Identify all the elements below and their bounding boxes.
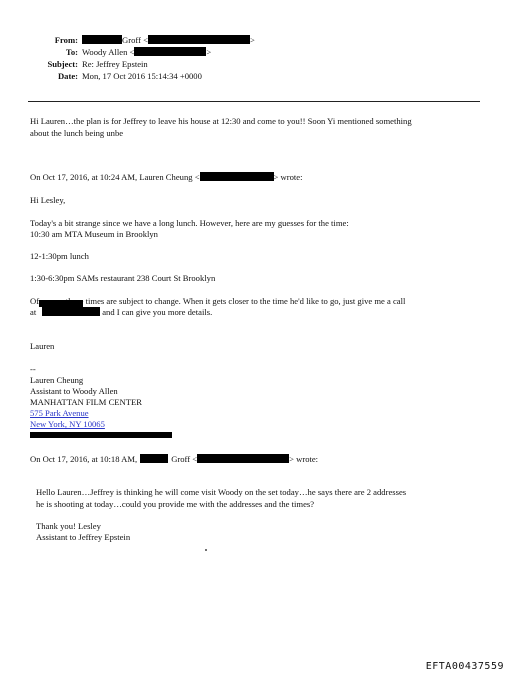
to-close: >: [206, 47, 212, 57]
quote1-item3: 1:30-6:30pm SAMs restaurant 238 Court St Brooklyn: [30, 273, 216, 283]
signature-dash: --: [30, 364, 36, 374]
quote1-intro: [30, 172, 303, 183]
quote2-intro-start: On Oct 17, 2016, at 10:18 AM,: [30, 454, 138, 464]
quote1-signoff: Lauren: [30, 341, 55, 351]
date-label: Date:: [57, 71, 78, 81]
scan-speck: [205, 549, 207, 551]
redaction-box: [140, 454, 168, 463]
subject-value: Re: Jeffrey Epstein: [82, 59, 148, 69]
quote1-para1-line1: Today's a bit strange since we have a long lunch. However, here are my guesses for the time:: [30, 218, 349, 228]
date-value: Mon, 17 Oct 2016 15:14:34 +0000: [82, 71, 202, 81]
to-label: To:: [65, 47, 78, 57]
redaction-box: [82, 35, 122, 44]
redaction-box: [200, 172, 274, 181]
signature-title: Assistant to Woody Allen: [30, 386, 118, 396]
message1-line1: Hi Lauren…the plan is for Jeffrey to leave his house at 12:30 and come to you!! Soon Yi mentioned something: [30, 116, 412, 126]
obscured-text: [39, 296, 83, 307]
address-link-street[interactable]: 575 Park Avenue: [30, 408, 89, 418]
quote2-line1: Hello Lauren…Jeffrey is thinking he will come visit Woody on the set today…he says there are 2 addresses: [36, 487, 407, 497]
quote1-para-last-rest: times are subject to change. When it gets closer to the time he'd like to go, just give me a call: [83, 296, 406, 306]
subject-label: Subject:: [47, 59, 78, 69]
quote1-para-last2-end: and I can give you more details.: [102, 307, 213, 317]
quote2-sig-title: Assistant to Jeffrey Epstein: [36, 532, 131, 542]
from-name: Groff <: [122, 35, 148, 45]
message1-line2: about the lunch being unbe: [30, 128, 124, 138]
address-link-city[interactable]: New York, NY 10065: [30, 419, 105, 429]
quote2-intro: [30, 454, 318, 465]
redaction-box: [39, 300, 83, 307]
header-to: [0, 47, 211, 58]
from-label: From:: [54, 35, 78, 45]
redaction-box: [42, 307, 100, 316]
header-subject: [0, 59, 148, 70]
from-close: >: [249, 35, 255, 45]
quote1-intro-end: > wrote:: [273, 172, 303, 182]
quote2-line2: he is shooting at today…could you provide me with the addresses and the times?: [36, 499, 315, 509]
quote2-intro-end: > wrote:: [289, 454, 319, 464]
signature-name: Lauren Cheung: [30, 375, 84, 385]
quote1-para-last-line2: [30, 307, 212, 318]
quote1-intro-start: On Oct 17, 2016, at 10:24 AM, Lauren Cheung <: [30, 172, 200, 182]
redaction-bar: [30, 432, 172, 438]
quote1-para-last-start: Of: [30, 296, 40, 306]
quote1-greeting: Hi Lesley,: [30, 195, 66, 205]
redaction-box: [148, 35, 250, 44]
document-id: EFTA00437559: [425, 661, 504, 672]
to-name: Woody Allen <: [82, 47, 135, 57]
signature-org: MANHATTAN FILM CENTER: [30, 397, 142, 407]
quote1-para-last-line1: [30, 296, 405, 307]
quote1-item2: 12-1:30pm lunch: [30, 251, 89, 261]
header-from: [0, 35, 255, 46]
quote1-para1-line2: 10:30 am MTA Museum in Brooklyn: [30, 229, 158, 239]
redaction-box: [134, 47, 206, 56]
header-date: [0, 71, 202, 82]
quote2-thanks: Thank you! Lesley: [36, 521, 101, 531]
quote1-para-last2-start: at: [30, 307, 37, 317]
quote2-intro-mid: Groff <: [171, 454, 198, 464]
header-divider: [28, 101, 480, 102]
redaction-box: [197, 454, 289, 463]
